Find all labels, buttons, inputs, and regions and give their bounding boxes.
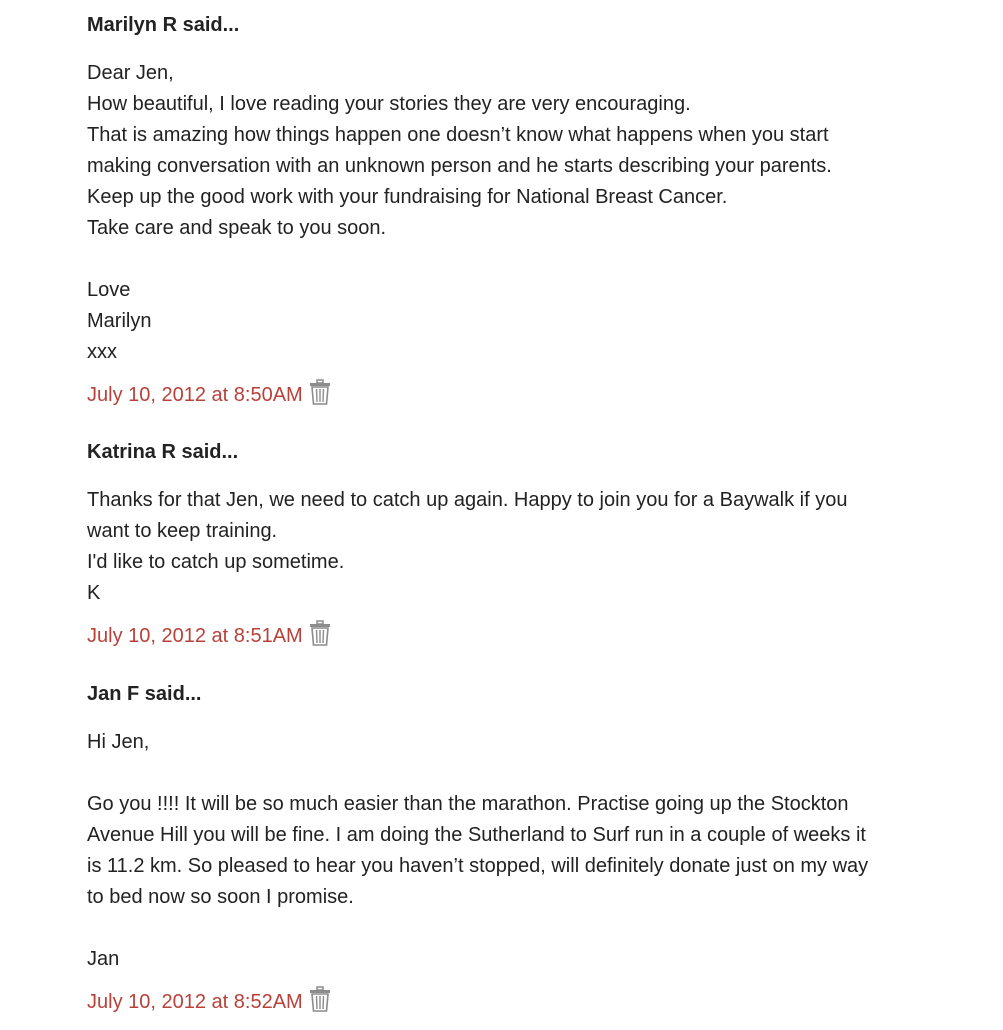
comment-line: I'd like to catch up sometime.	[87, 551, 345, 573]
comment-timestamp-link[interactable]: July 10, 2012 at 8:52AM	[87, 991, 303, 1013]
comment-line: xxx	[87, 341, 117, 363]
comment-line: Love	[87, 279, 131, 301]
comment-line: Go you !!!! It will be so much easier than the marathon. Practise going up the Stockton	[87, 793, 849, 815]
comment-timestamp-link[interactable]: July 10, 2012 at 8:50AM	[87, 384, 303, 406]
comment-footer	[87, 619, 967, 653]
comment-line: Thanks for that Jen, we need to catch up again. Happy to join you for a Baywalk if you	[87, 489, 848, 511]
comment	[87, 10, 967, 412]
comment-body	[87, 485, 967, 609]
comment-footer	[87, 378, 967, 412]
comment-line	[87, 913, 967, 944]
comment-footer	[87, 985, 967, 1019]
comment-line: Avenue Hill you will be fine. I am doing the Sutherland to Surf run in a couple of weeks it	[87, 824, 866, 846]
comment-line: want to keep training.	[87, 520, 278, 542]
trash-icon[interactable]	[309, 620, 331, 646]
trash-icon[interactable]	[309, 379, 331, 405]
comment-line: Hi Jen,	[87, 731, 150, 753]
comment-line	[87, 244, 967, 275]
comment-body	[87, 58, 967, 368]
comment-line: making conversation with an unknown person and he starts describing your parents.	[87, 155, 832, 177]
comment-line: to bed now so soon I promise.	[87, 886, 354, 908]
comment-line: is 11.2 km. So pleased to hear you haven’t stopped, will definitely donate just on my way	[87, 855, 869, 877]
comment-line	[87, 758, 967, 789]
comment-author: Jan F said...	[87, 683, 202, 705]
comment	[87, 679, 967, 1019]
comment-line: Keep up the good work with your fundraising for National Breast Cancer.	[87, 186, 728, 208]
comment-line: Marilyn	[87, 310, 152, 332]
trash-icon[interactable]	[309, 986, 331, 1012]
comment-line: Take care and speak to you soon.	[87, 217, 387, 239]
comment-line: That is amazing how things happen one doesn’t know what happens when you start	[87, 124, 829, 146]
comment-line: K	[87, 582, 101, 604]
comment-author: Katrina R said...	[87, 441, 239, 463]
comment-line: How beautiful, I love reading your stories they are very encouraging.	[87, 93, 691, 115]
comment-line: Dear Jen,	[87, 62, 174, 84]
comment-timestamp-link[interactable]: July 10, 2012 at 8:51AM	[87, 625, 303, 647]
comment-line: Jan	[87, 948, 120, 970]
comment	[87, 437, 967, 653]
comment-author: Marilyn R said...	[87, 14, 240, 36]
comment-body	[87, 727, 967, 975]
